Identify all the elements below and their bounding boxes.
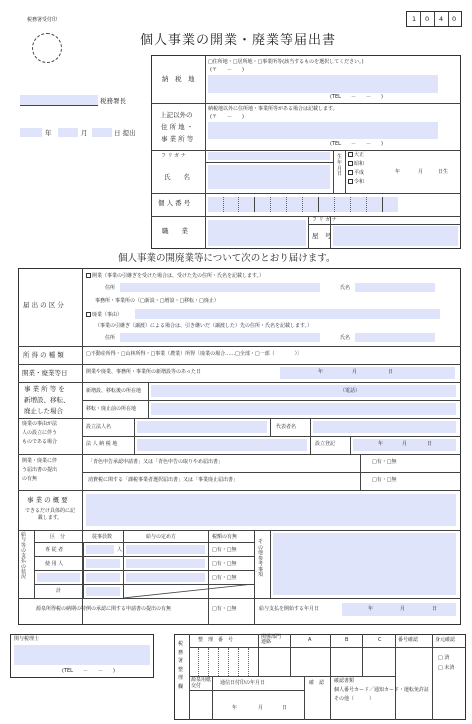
corp-place-label: 法 人 納 税 地 [86,441,118,447]
pay-col-method: 給与の定め方 [146,534,177,540]
pay-total-label: 計 [56,588,62,594]
form-code-digit: 0 [425,15,430,23]
pay-col-category: 区 分 [50,534,66,540]
blue-return-1: 「青色申告承認申請書」又は「青色申告の取りやめ届出書」 [88,459,224,465]
move-new-field[interactable] [151,385,456,397]
moves-label-1: 事 業 所 等 を [24,385,65,393]
col-a: A [308,637,312,643]
summary-label: 事 業 の 概 要 [27,496,68,504]
summary-field[interactable] [86,494,456,526]
corp-month: 月 [402,441,408,447]
form-title: 個人事業の開業・廃業等届出書 [140,33,337,48]
date-day: 日 [388,369,394,375]
close-address-label: 住所 [105,335,116,341]
move-phone: （電話） [340,388,361,394]
corp-place-field[interactable] [137,439,307,451]
job-label: 職 業 [162,227,188,235]
blue-return-2: 消費税に関する「課税事業者選択届出書」又は「事業廃止届出書」 [88,477,239,483]
open-address-field[interactable] [120,283,320,292]
docs-other: その他（ ） [334,696,375,702]
job-field[interactable] [208,220,306,246]
corp-label-1: 廃業の事由が法 [22,421,58,427]
date-text: 開業や廃業、事務所・事業所の新増設等のあった日 [86,369,201,375]
birth-month: 月 [418,169,424,175]
pay-unit: 人 [117,547,123,553]
place-options[interactable]: □住所地・□居所地・□事業所等(該当するものを選択してください。) [208,59,364,65]
tax-office-field[interactable] [20,95,98,105]
close-name-label: 氏名 [340,335,351,341]
date-label: 開業・廃業等日 [22,369,68,377]
pay-row3-count[interactable] [86,573,120,582]
pay-start-month: 月 [400,606,406,612]
name-field[interactable] [208,165,330,189]
id-done[interactable]: □ 済 [438,655,450,661]
place-label: 納 税 地 [162,75,195,83]
pay-total-strike [123,584,254,598]
summary-note: できるだけ具体的に記載します。 [24,508,75,521]
comm-day: 日 [282,705,288,711]
birth-year: 年 [395,169,401,175]
date-field[interactable] [280,367,455,379]
pay-col-tax: 税額の有無 [212,534,238,540]
submit-year-field[interactable] [20,128,42,137]
corp-name-label: 設立法人名 [86,424,112,430]
pay-start-day: 日 [432,606,438,612]
submit-day-label: 日 提出 [114,129,136,137]
corp-label-3: ものである場合 [22,439,58,445]
confirm-label: 確 認 [309,680,325,686]
special-label: 源泉所得税の納期の特例の承認に関する申請書の提出の有無 [36,606,172,612]
other-label-1: 上記以外の [160,111,193,119]
col-c: C [378,637,382,643]
comm-month: 月 [258,705,264,711]
open-address-label: 住所 [105,285,116,291]
place-address-field[interactable] [208,75,438,93]
pay-row-family: 専 従 者 [45,547,64,553]
close-note: （事業の引継ぎ（譲渡）による場合は、引き継いだ（譲渡した）先の住所・氏名を記載します。） [95,323,313,329]
stamp-label: 税務署受付印 [27,17,58,23]
pay-family-method[interactable] [126,545,205,554]
pay-row3-tax[interactable]: □有・□無 [212,575,237,581]
era-reiwa[interactable]: 令和 [348,179,364,185]
form-code-digit: 4 [439,15,444,23]
other-tel: (TEL － － ) [330,141,383,147]
other-address-field[interactable] [208,122,438,139]
furigana2-label: フ リ ガ ナ [312,217,337,223]
trade-name-label: 屋 号 [312,232,332,240]
id-check-label: 身元確認 [435,637,456,643]
move-old-field[interactable] [151,403,456,415]
other-note: 納税地以外に住所地・事業所等がある場合は記載します。 [208,106,338,112]
submit-month-label: 月 [81,129,88,137]
comm-date-label: 通信日付印の年月日 [220,680,266,686]
pay-row3-method[interactable] [126,573,205,582]
office-ops[interactable]: 事務所・事業所の（□新設・□増設・□移転・□廃止） [95,298,219,304]
special-yesno[interactable]: □有・□無 [212,606,237,612]
date-month: 月 [352,369,358,375]
form-code-digit: 1 [412,15,417,23]
accountant-tel: (TEL － － ) [62,668,115,674]
furigana-field[interactable] [208,152,330,160]
source-label: 源泉用紙交付 [191,677,212,689]
pay-row-employee: 使 用 人 [45,561,64,567]
corp-label-2: 人の設立に伴う [22,430,58,436]
era-heisei[interactable]: 平成 [348,170,364,176]
blue-return-2-yesno[interactable]: □有・□無 [372,477,397,483]
date-year: 年 [318,369,324,375]
number-check-label: 番号確認 [398,637,419,643]
pay-start-field[interactable] [342,603,456,616]
form-code-box [406,11,462,27]
ref-no-label: 整 理 番 号 [198,637,234,643]
place-tel: (TEL － － ) [330,94,383,100]
blue-label-1: 開業・廃業に伴 [22,458,58,464]
corp-year: 年 [378,441,384,447]
era-showa[interactable]: 昭和 [348,161,364,167]
form-code-digit: 0 [452,15,457,23]
pay-row3-category[interactable] [37,573,80,582]
rep-name-label: 代表者名 [276,424,297,430]
mynumber-label: 個 人 番 号 [158,199,191,207]
comm-year: 年 [232,705,238,711]
submit-year-label: 年 [45,129,52,137]
pay-family-count[interactable] [86,545,114,554]
close-address-field[interactable] [120,333,320,342]
rep-name-field[interactable] [313,421,456,433]
name-label: 氏 名 [164,173,190,181]
dept-label: 関係部門連絡 [261,634,282,646]
pay-start-year: 年 [368,606,374,612]
income-options[interactable]: □不動産所得・□山林所得・□事業（農業）所得〔廃業の場合……□全部・□一部（ ）〕 [86,351,303,357]
open-name-label: 氏名 [340,285,351,291]
col-b: B [345,637,349,643]
submit-month-field[interactable] [58,128,78,137]
move-new-label: 新増設、移転後の所在地 [86,388,142,394]
pay-label: 給与等の支払の状況 [21,532,27,580]
birth-label: 生年月日 [337,154,343,178]
pay-start-label: 給与支払を開始する年月日 [259,606,320,612]
office-use-label: 税務署整理欄 [178,641,184,690]
corp-date-label: 設立登記 [315,441,336,447]
docs-label: 確認書類 [334,678,355,684]
accountant-label: 関与税理士 [14,636,40,642]
docs-list: 個人番号カード／通知カード・運転免許証 [334,687,430,693]
moves-label-2: 新増設、移転、 [24,396,70,404]
section-title: 個人事業の開廃業等について次のとおり届けます。 [118,253,336,264]
pay-employee-method[interactable] [126,559,205,568]
open-option[interactable]: 開業（事業の引継ぎを受けた場合は、受けた先の住所・氏名を記載します。） [86,273,264,279]
pay-employee-count[interactable] [86,559,120,568]
furigana-label: フ リ ガ ナ [161,153,186,159]
close-name-field[interactable] [355,333,435,342]
trade-name-field[interactable] [333,226,458,246]
moves-label-3: 廃止した場合 [24,407,63,415]
close-reason-field[interactable] [135,309,440,319]
other-matters-label: その他参考事項 [258,539,264,578]
blue-return-1-yesno[interactable]: □有・□無 [372,459,397,465]
corp-name-field[interactable] [137,421,267,433]
other-label-3: 事 業 所 等 [161,135,194,143]
blue-label-3: の有無 [22,476,38,482]
open-name-field[interactable] [355,283,435,292]
other-label-2: 住 所 地 ・ [161,123,194,131]
other-zip: (〒 － ) [210,114,244,120]
income-label: 所 得 の 種 類 [23,351,64,359]
move-old-label: 移転・廃止前の所在地 [86,406,137,412]
close-option[interactable]: 廃業（事由） [86,312,122,318]
accountant-field[interactable] [14,645,150,665]
other-matters-field[interactable] [273,533,456,595]
corp-day: 日 [427,441,433,447]
tax-office-suffix: 税務署長 [100,97,126,105]
pay-employee-tax[interactable]: □有・□無 [212,561,237,567]
submit-day-field[interactable] [92,128,112,137]
pay-col-count: 従事員数 [92,534,113,540]
blue-label-2: う届出書の提出 [22,467,58,473]
era-taisho[interactable]: 大正 [348,152,364,158]
category-label: 届 出 の 区 分 [23,301,64,309]
place-zip: (〒 － ) [210,67,244,73]
mynumber-field[interactable] [208,197,398,212]
pay-total-count[interactable] [86,587,120,596]
id-not-done[interactable]: □ 未済 [438,665,455,671]
pay-family-tax[interactable]: □有・□無 [212,547,237,553]
birth-day: 日生 [438,169,449,175]
reception-stamp [32,33,62,63]
